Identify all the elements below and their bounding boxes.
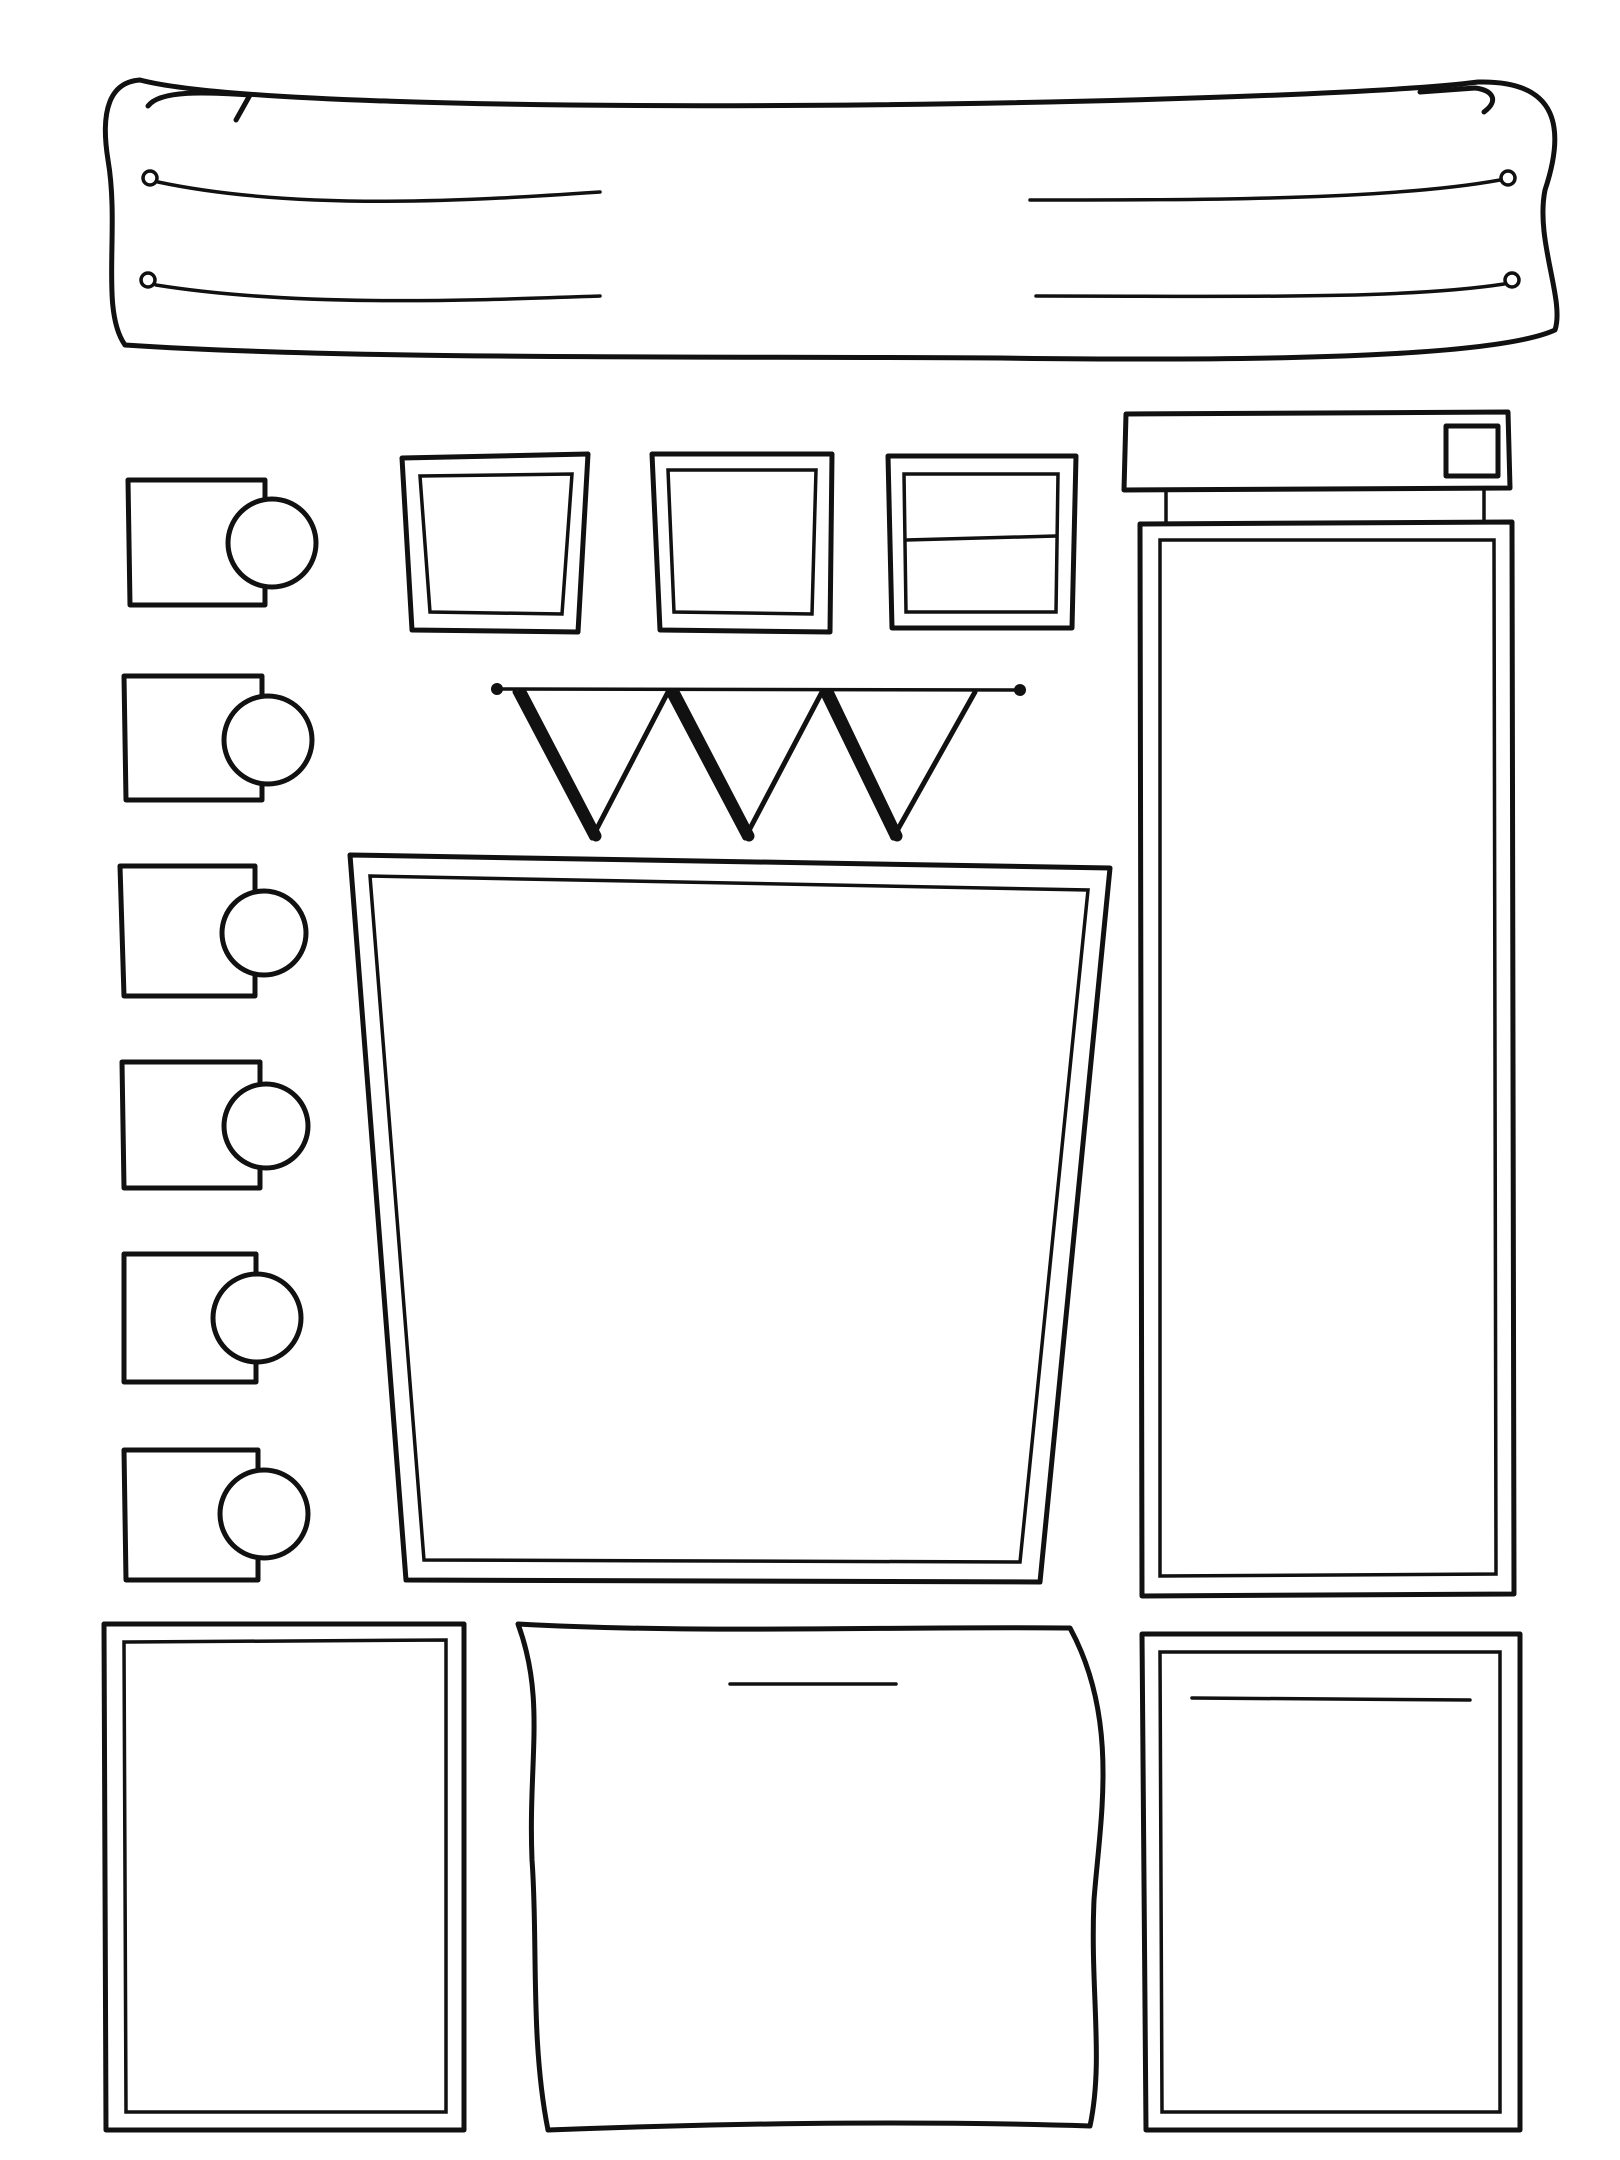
proficiencies-panel[interactable]	[1142, 1634, 1520, 2130]
proficiency-bonus-box[interactable]	[1446, 426, 1498, 476]
header-banner	[105, 80, 1557, 359]
ac-box[interactable]	[402, 454, 588, 632]
ability-intelligence[interactable]	[122, 1062, 308, 1188]
ability-dexterity[interactable]	[124, 676, 312, 800]
class-field[interactable]	[141, 273, 600, 301]
ability-constitution[interactable]	[120, 866, 306, 996]
features-traits-panel[interactable]	[104, 1624, 464, 2130]
player-field[interactable]	[1030, 171, 1515, 200]
notes-panel[interactable]	[518, 1624, 1103, 2130]
speed-box[interactable]	[652, 454, 832, 632]
saving-throws-panel	[1140, 522, 1514, 1596]
hp-max-box[interactable]	[888, 456, 1076, 628]
ability-strength[interactable]	[128, 480, 316, 605]
alignment-field[interactable]	[1036, 273, 1519, 296]
portrait-frame[interactable]	[350, 855, 1110, 1582]
pennant-decoration	[491, 683, 1026, 838]
name-field[interactable]	[143, 171, 600, 201]
ability-wisdom[interactable]	[124, 1254, 301, 1382]
ability-charisma[interactable]	[124, 1450, 308, 1580]
